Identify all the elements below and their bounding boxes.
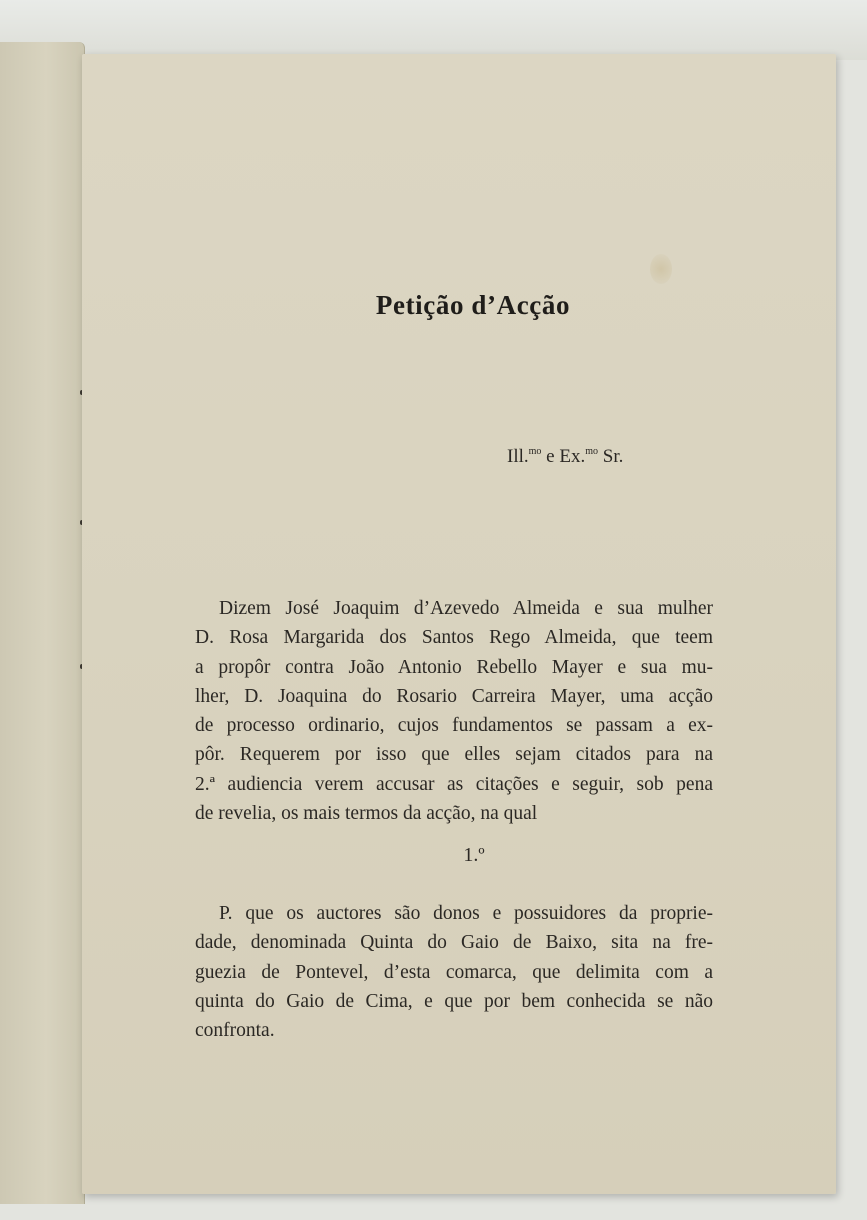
text-line: dade, denominada Quinta do Gaio de Baixo, sita na fre- — [195, 932, 713, 954]
text-line: quinta do Gaio de Cima, e que por bem conhecida se não — [195, 990, 713, 1012]
text-line: de revelia, os mais termos da acção, na qual — [195, 803, 538, 825]
article-paragraph — [195, 899, 713, 1045]
text-line: confronta. — [195, 1020, 275, 1042]
petition-paragraph — [195, 594, 713, 828]
text-line: guezia de Pontevel, d’esta comarca, que delimita com a — [195, 961, 713, 983]
article-number: 1.º — [463, 844, 485, 866]
facing-page — [0, 42, 85, 1204]
text-line: P. que os auctores são donos e possuidores da proprie- — [219, 903, 713, 924]
text-line: D. Rosa Margarida dos Santos Rego Almeida, que teem — [195, 627, 713, 649]
background — [0, 0, 867, 60]
document-page — [82, 54, 836, 1194]
text-line: pôr. Requerem por isso que elles sejam citados para na — [195, 744, 713, 766]
paper-stain — [650, 254, 672, 284]
salutation: Ill.$^{mo}$ e Ex.$^{mo}$ Sr. — [507, 446, 624, 467]
text-line: 2.ª audiencia verem accusar as citações e seguir, sob pena — [195, 773, 713, 795]
text-line: lher, D. Joaquina do Rosario Carreira Mayer, uma acção — [195, 685, 713, 707]
page-title: Petição d’Acção — [375, 290, 571, 320]
text-line: a propôr contra João Antonio Rebello Mayer e sua mu- — [195, 656, 713, 678]
text-line: de processo ordinario, cujos fundamentos se passam a ex- — [195, 715, 713, 737]
text-line: Dizem José Joaquim d’Azevedo Almeida e sua mulher — [219, 598, 713, 619]
